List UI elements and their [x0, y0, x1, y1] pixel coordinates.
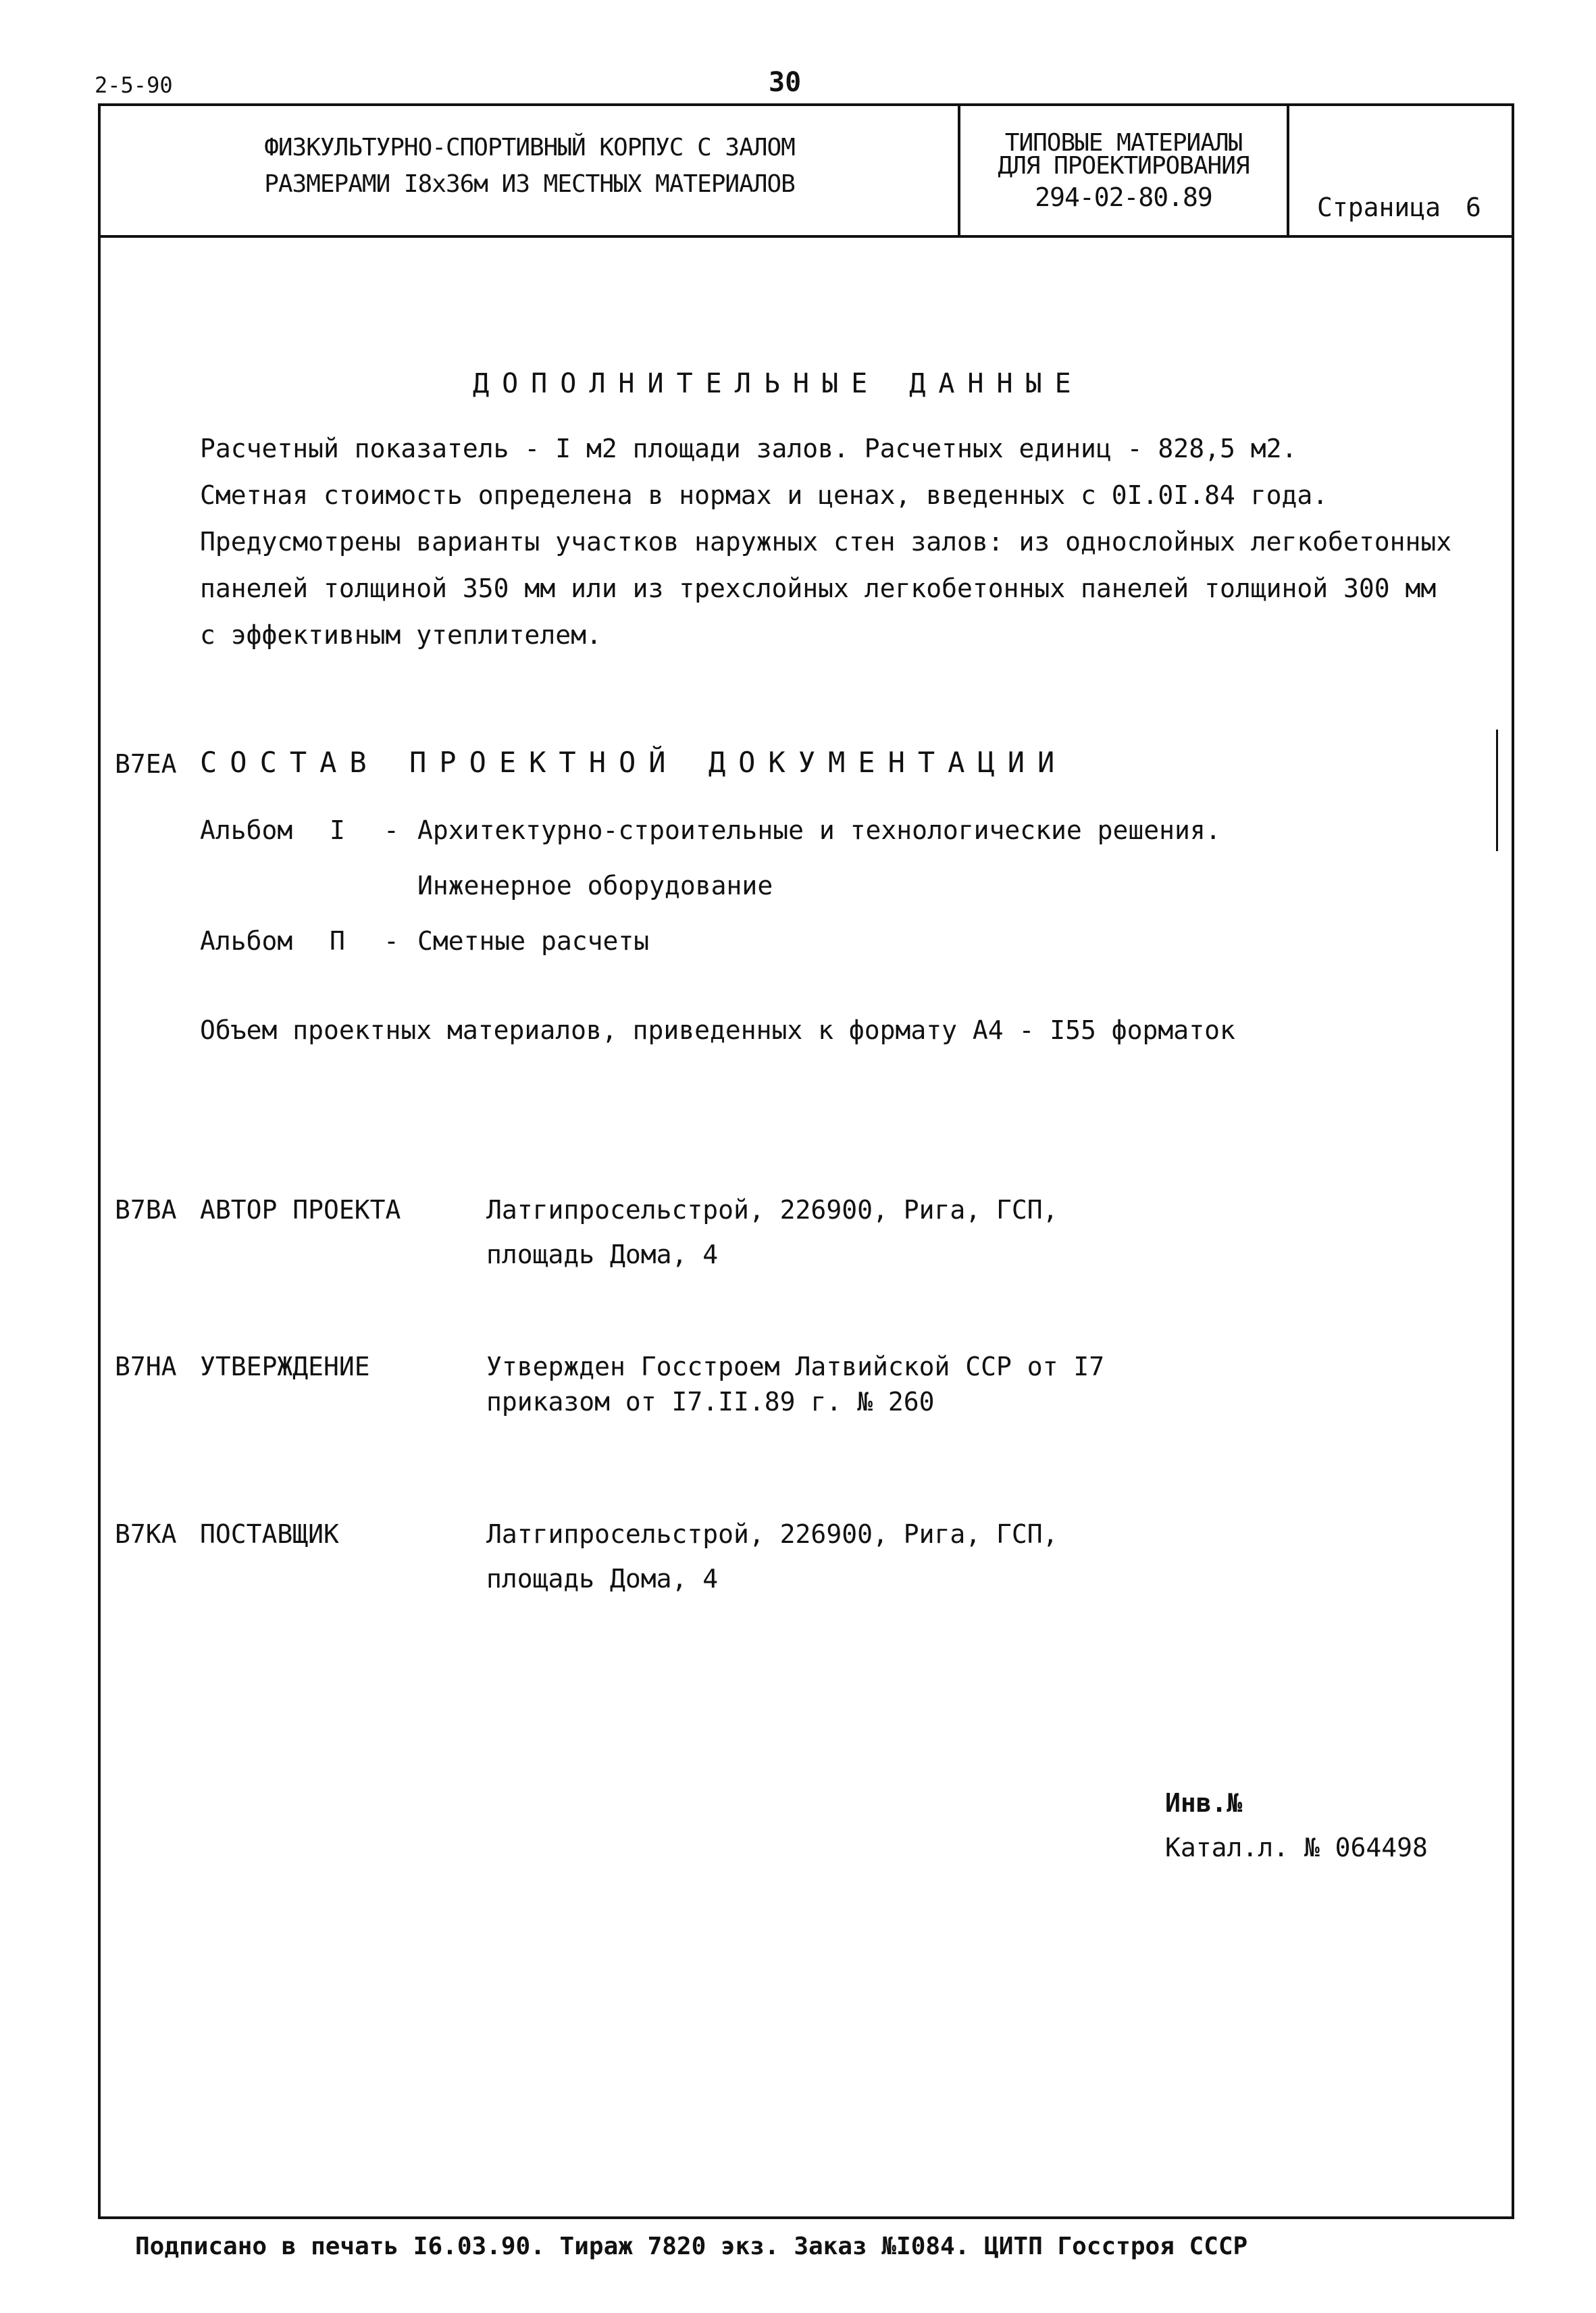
additional-line-3: Предусмотрены варианты участков наружных стен залов: из однослойных легкобетонных	[200, 527, 1452, 557]
album2-text: Сметные расчеты	[417, 926, 650, 956]
header-series-number: 294-02-80.89	[1035, 182, 1212, 212]
additional-text	[200, 426, 1451, 659]
album1-dash: -	[384, 815, 399, 845]
album2-number: П	[330, 926, 345, 956]
album1-text-line1: Архитектурно-строительные и технологические решения.	[417, 815, 1221, 845]
additional-line-2: Сметная стоимость определена в нормах и ценах, введенных с 0I.0I.84 года.	[200, 480, 1329, 510]
header-divider-2	[1287, 103, 1289, 236]
approval-code: B7HA	[115, 1352, 177, 1381]
supplier-line2: площадь Дома, 4	[486, 1564, 719, 1594]
header-page-label: Страница	[1317, 193, 1441, 222]
print-footer: Подписано в печать I6.03.90. Тираж 7820 экз. Заказ №I084. ЦИТП Госстроя СССР	[135, 2233, 1248, 2260]
additional-heading: ДОПОЛНИТЕЛЬНЫЕ ДАННЫЕ	[473, 368, 1084, 399]
additional-line-1: Расчетный показатель - I м2 площади залов. Расчетных единиц - 828,5 м2.	[200, 434, 1297, 463]
header-page-value: 6	[1466, 193, 1481, 222]
header-series-line2: ДЛЯ ПРОЕКТИРОВАНИЯ	[998, 152, 1250, 180]
supplier-line1: Латгипросельстрой, 226900, Рига, ГСП,	[486, 1519, 1058, 1549]
header-bottom-line	[98, 235, 1514, 238]
author-line1: Латгипросельстрой, 226900, Рига, ГСП,	[486, 1195, 1058, 1225]
additional-line-4: панелей толщиной 350 мм или из трехслойных легкобетонных панелей толщиной 300 мм	[200, 574, 1437, 603]
document-code: 2-5-90	[95, 72, 173, 98]
header-title-line2: РАЗМЕРАМИ I8x36м ИЗ МЕСТНЫХ МАТЕРИАЛОВ	[264, 170, 795, 198]
approval-line2: приказом от I7.II.89 г. № 260	[486, 1387, 935, 1417]
composition-code: B7EA	[115, 749, 177, 779]
album1-label: Альбом	[200, 815, 293, 845]
page-frame	[98, 103, 1514, 2219]
album1-number: I	[330, 815, 345, 845]
page-number: 30	[769, 67, 802, 98]
author-code: B7BA	[115, 1195, 177, 1225]
author-line2: площадь Дома, 4	[486, 1240, 719, 1269]
catalog-number: Катал.л. № 064498	[1165, 1833, 1428, 1862]
album1-text-line2: Инженерное оборудование	[417, 871, 773, 900]
author-label: АВТОР ПРОЕКТА	[200, 1195, 401, 1225]
album2-dash: -	[384, 926, 399, 956]
header-series-line1: ТИПОВЫЕ МАТЕРИАЛЫ	[1004, 129, 1243, 157]
additional-line-5: с эффективным утеплителем.	[200, 620, 602, 650]
approval-line1: Утвержден Госстроем Латвийской ССР от I7	[486, 1352, 1105, 1381]
album2-label: Альбом	[200, 926, 293, 956]
supplier-code: B7KA	[115, 1519, 177, 1549]
composition-heading: СОСТАВ ПРОЕКТНОЙ ДОКУМЕНТАЦИИ	[200, 746, 1068, 779]
header-title-line1: ФИЗКУЛЬТУРНО-СПОРТИВНЫЙ КОРПУС С ЗАЛОМ	[264, 134, 795, 161]
volume-text: Объем проектных материалов, приведенных к формату А4 - I55 форматок	[200, 1015, 1235, 1045]
supplier-label: ПОСТАВЩИК	[200, 1519, 339, 1549]
header-title	[101, 130, 958, 203]
approval-label: УТВЕРЖДЕНИЕ	[200, 1352, 370, 1381]
inventory-label: Инв.№	[1165, 1788, 1243, 1818]
margin-mark-right	[1496, 730, 1498, 851]
header-series	[960, 129, 1287, 212]
